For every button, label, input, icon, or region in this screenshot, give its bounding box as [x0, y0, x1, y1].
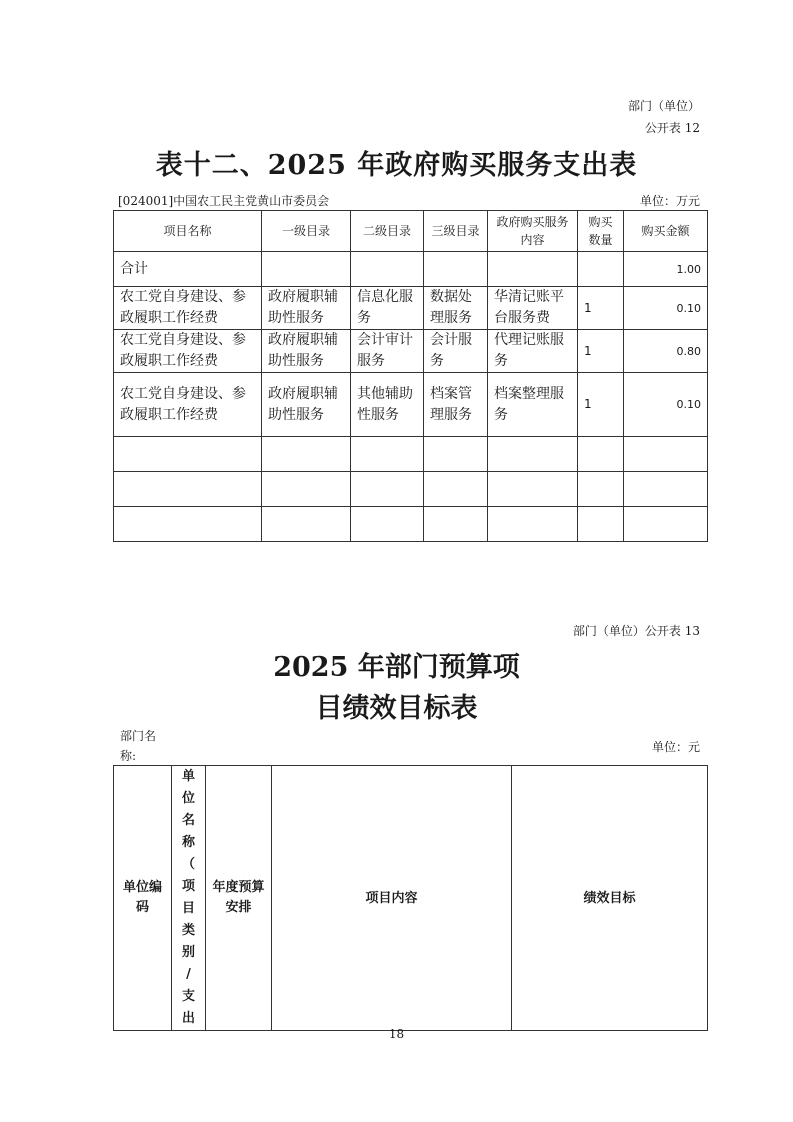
page-header-right-line2: 公开表 12	[644, 121, 700, 135]
cell-level3: 档案管理服务	[424, 373, 488, 437]
vertical-char: 单	[181, 769, 195, 784]
empty-row	[114, 507, 708, 542]
col-header-project: 项目名称	[114, 211, 262, 252]
col-header-content: 政府购买服务内容	[488, 211, 578, 252]
table-row	[114, 330, 708, 373]
vertical-char: 出	[181, 1011, 195, 1026]
col-header-level3: 三级目录	[424, 211, 488, 252]
cell-level1: 政府履职辅助性服务	[262, 330, 351, 373]
vertical-char: 项	[181, 879, 195, 894]
unit-label: 单位：万元	[639, 194, 700, 208]
table-header-row	[114, 211, 708, 252]
table-row	[114, 373, 708, 437]
cell-amount: 0.80	[624, 330, 708, 373]
vertical-char: /	[186, 967, 191, 982]
cell-level2: 信息化服务	[351, 287, 424, 330]
col-header-project-content: 项目内容	[272, 766, 512, 1031]
cell-qty: 1	[578, 330, 624, 373]
performance-target-table	[113, 765, 708, 1031]
cell-level3: 会计服务	[424, 330, 488, 373]
vertical-char: 类	[181, 923, 195, 938]
vertical-char: 位	[181, 791, 195, 806]
vertical-char: 名	[181, 813, 195, 828]
cell-level2: 会计审计服务	[351, 330, 424, 373]
page-title: 表十二、2025 年政府购买服务支出表	[155, 150, 638, 181]
col-header-qty: 购买数量	[578, 211, 624, 252]
cell-level3: 数据处理服务	[424, 287, 488, 330]
vertical-char: 称	[181, 835, 195, 850]
col-header-level1: 一级目录	[262, 211, 351, 252]
col-header-budget: 年度预算安排	[206, 766, 272, 1031]
section2-title-line2: 目绩效目标表	[315, 693, 478, 724]
cell-project: 农工党自身建设、参政履职工作经费	[114, 373, 262, 437]
vertical-char: 目	[181, 901, 195, 916]
cell-level1: 政府履职辅助性服务	[262, 373, 351, 437]
cell-level2: 其他辅助性服务	[351, 373, 424, 437]
cell-project: 农工党自身建设、参政履职工作经费	[114, 287, 262, 330]
org-label: [024001]中国农工民主党黄山市委员会	[118, 194, 330, 208]
cell-qty: 1	[578, 287, 624, 330]
cell-amount: 0.10	[624, 373, 708, 437]
vertical-char: （	[181, 857, 195, 872]
cell-content: 档案整理服务	[488, 373, 578, 437]
cell-content: 代理记账服务	[488, 330, 578, 373]
vertical-char: 支	[181, 989, 195, 1004]
section2-unit-label: 单位：元	[651, 740, 700, 754]
vertical-char: 别	[181, 945, 195, 960]
total-row	[114, 252, 708, 287]
col-header-unit-code: 单位编码	[114, 766, 172, 1031]
section2-title-line1: 2025 年部门预算项	[273, 652, 520, 683]
col-header-performance-target: 绩效目标	[512, 766, 708, 1031]
col-header-unit-name	[172, 766, 206, 1031]
cell-project: 农工党自身建设、参政履职工作经费	[114, 330, 262, 373]
col-header-level2: 二级目录	[351, 211, 424, 252]
cell-amount: 0.10	[624, 287, 708, 330]
dept-name-label: 部门名称:	[120, 729, 157, 763]
page-header-right-line1: 部门（单位）	[627, 99, 700, 113]
purchase-services-table	[113, 210, 708, 542]
cell-content: 华清记账平台服务费	[488, 287, 578, 330]
total-amount: 1.00	[624, 252, 708, 287]
cell-qty: 1	[578, 373, 624, 437]
table-row	[114, 287, 708, 330]
section2-header-right: 部门（单位）公开表 13	[572, 624, 700, 638]
table-header-row	[114, 766, 708, 1031]
cell-level1: 政府履职辅助性服务	[262, 287, 351, 330]
empty-row	[114, 437, 708, 472]
page-number: 18	[388, 1027, 405, 1041]
total-label: 合计	[114, 252, 262, 287]
col-header-amount: 购买金额	[624, 211, 708, 252]
empty-row	[114, 472, 708, 507]
